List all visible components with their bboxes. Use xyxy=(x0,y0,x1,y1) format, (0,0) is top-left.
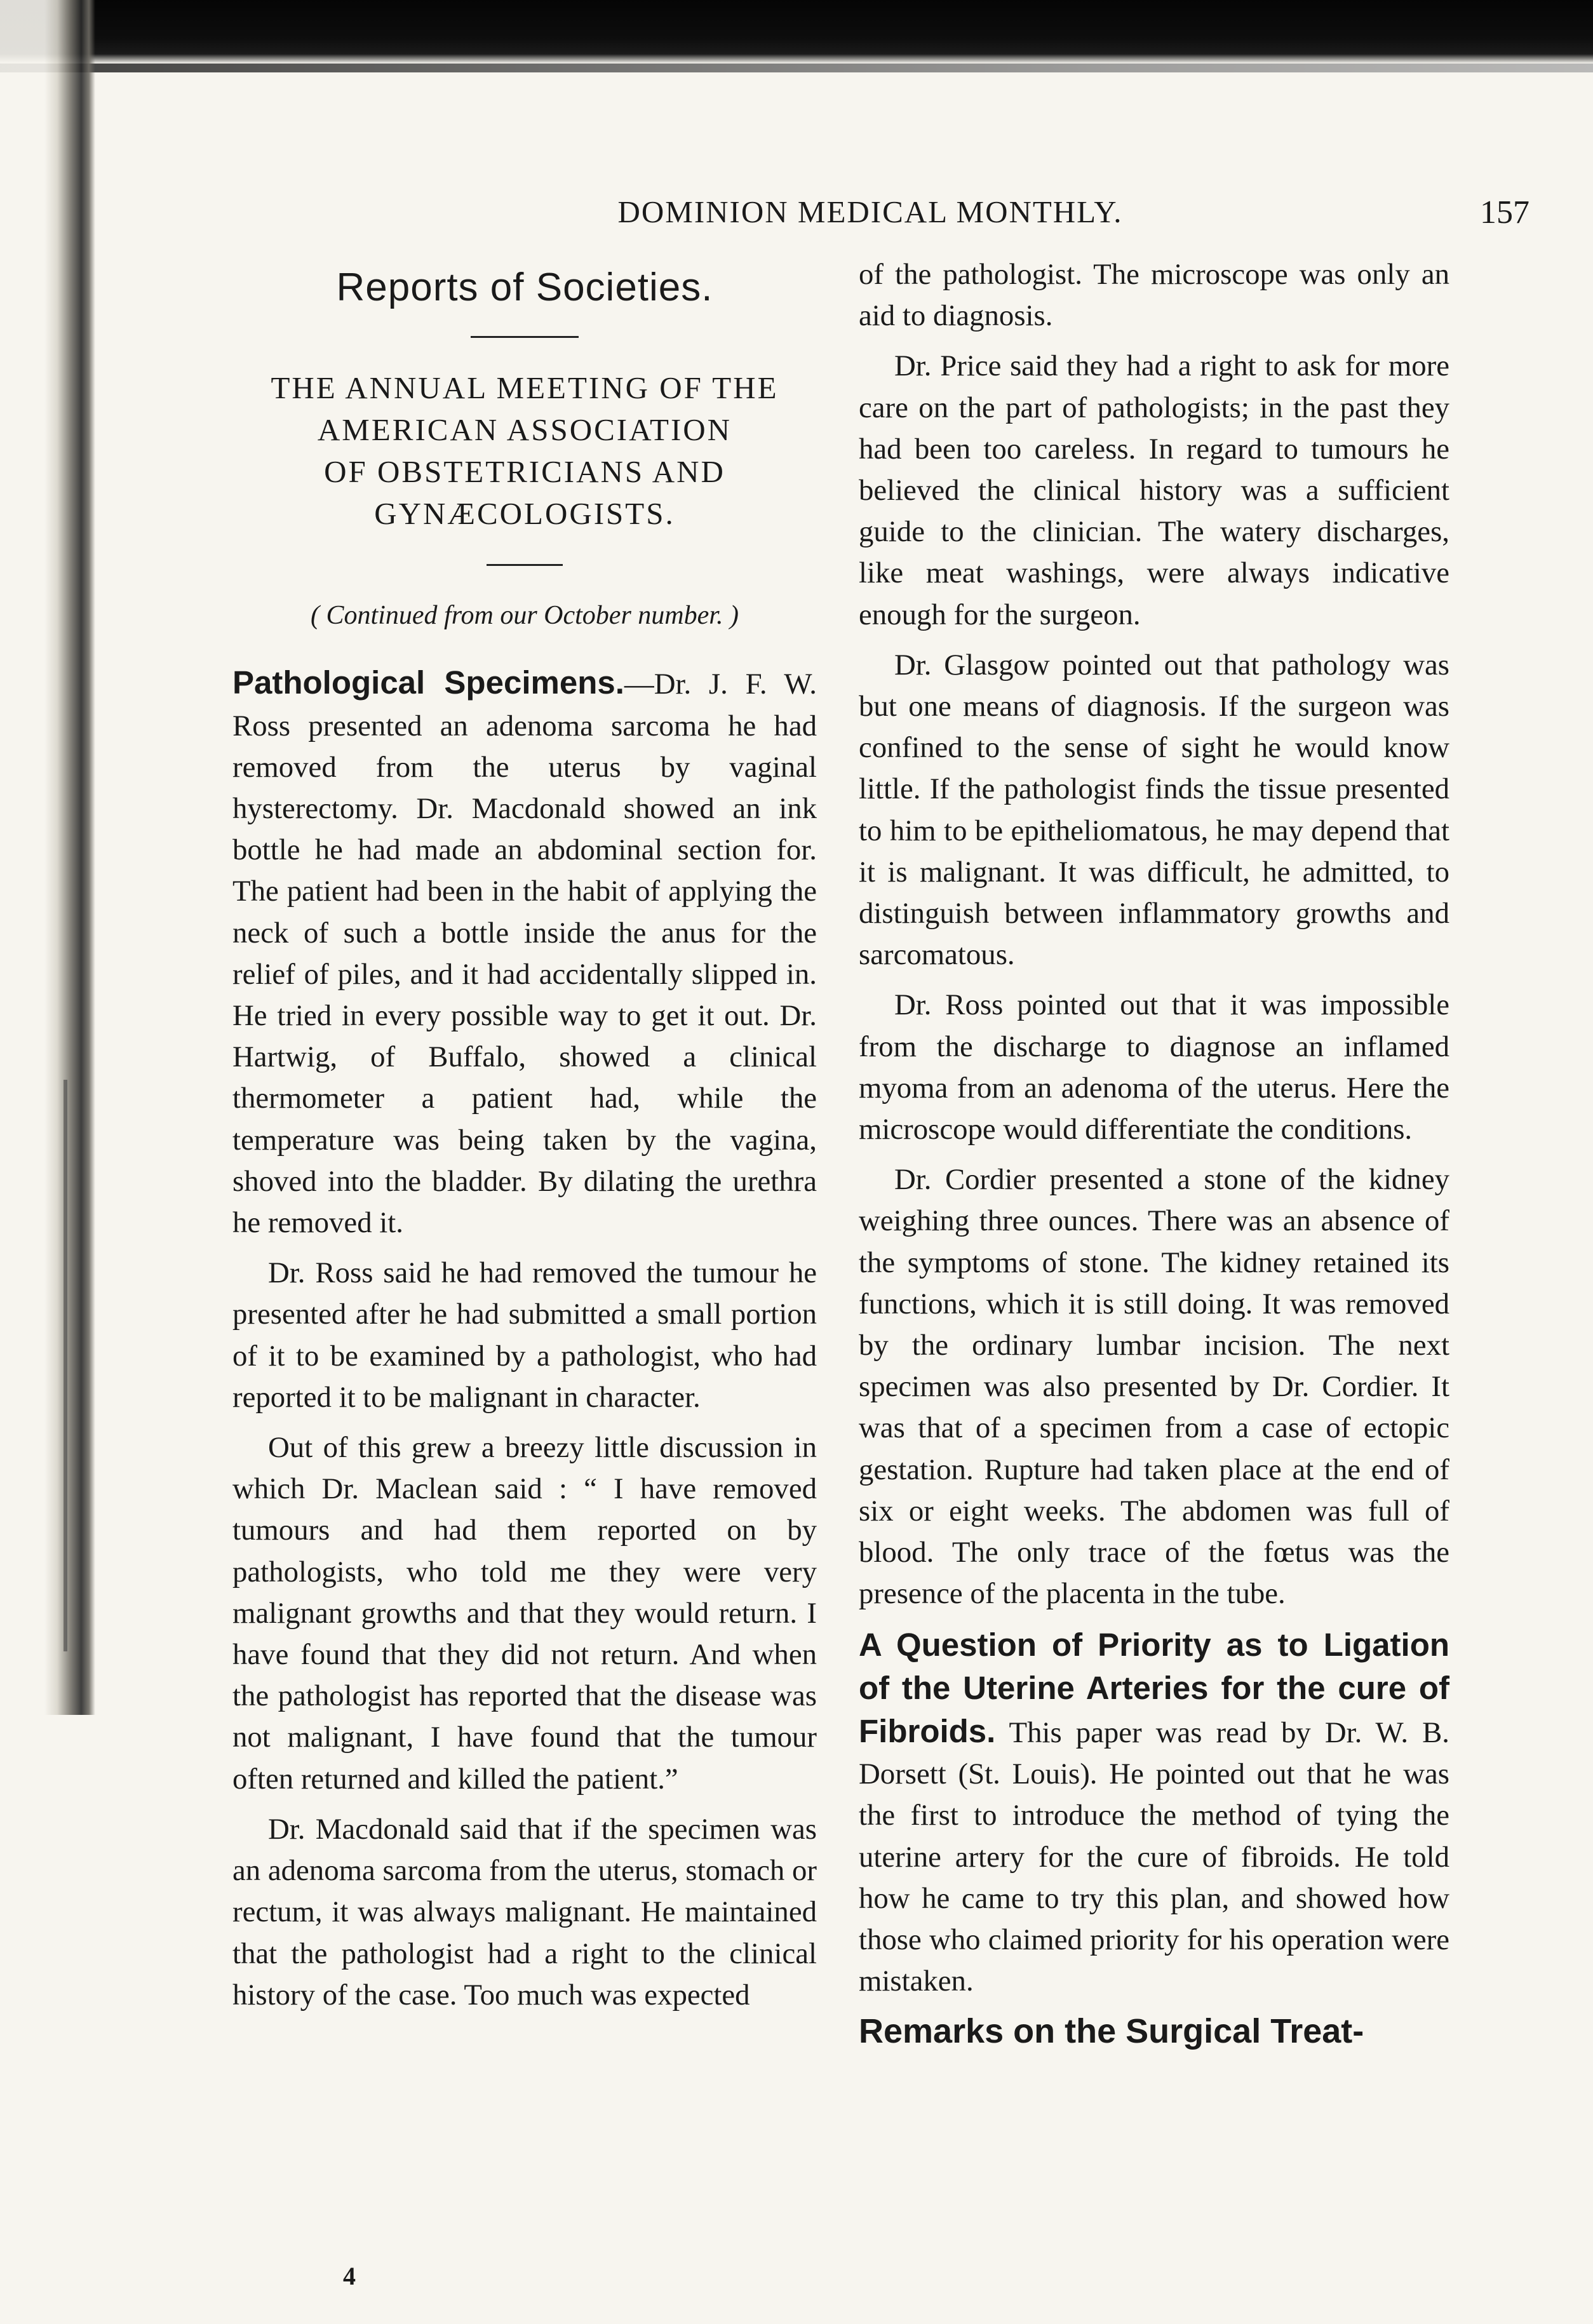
section-title: Reports of Societies. xyxy=(336,265,713,309)
scan-left-binding-shadow xyxy=(0,0,95,1715)
priority-text: This paper was read by Dr. W. B. Dorsett (St. Louis). He pointed out that he was the first to introduce the method of tying the uterine artery for the cure of fibroids. He told how he came to try this plan, and showed how those who claimed priority for his operation were mistaken. xyxy=(859,1716,1449,1998)
priority-paragraph xyxy=(859,1624,1449,2003)
right-column xyxy=(859,254,1449,2053)
meeting-heading-line: THE ANNUAL MEETING OF THE xyxy=(271,370,779,406)
body-paragraph: Out of this grew a breezy little discussion in which Dr. Maclean said : “ I have removed tumours and had them reported on by pathologists, who told me they were very malignant growths and that they would return. I have found that they did not return. And when the pathologist has reported that the disease was not malignant, I have found that the tumour often returned and killed the patient.” xyxy=(232,1431,817,1796)
meeting-heading-line: AMERICAN ASSOCIATION xyxy=(317,412,732,448)
body-paragraph: Dr. Ross pointed out that it was impossible from the discharge to diagnose an inflamed myoma from an adenoma of the uterus. Here the microscope would differentiate the conditions. xyxy=(859,988,1449,1146)
running-title: DOMINION MEDICAL MONTHLY. xyxy=(617,194,1123,229)
scan-top-border xyxy=(0,0,1593,64)
scan-binding-mark xyxy=(64,1080,67,1651)
specimens-paragraph xyxy=(232,662,817,1244)
meeting-heading xyxy=(232,367,817,535)
body-paragraph: of the pathologist. The microscope was only an aid to diagnosis. xyxy=(859,258,1449,333)
remarks-heading: Remarks on the Surgical Treat- xyxy=(859,2012,1364,2051)
body-paragraph: Dr. Macdonald said that if the specimen was an adenoma sarcoma from the uterus, stomach or rectum, it was always malignant. He maintained that the pathologist had a right to the clinical history of the case. Too much was expected xyxy=(232,1812,817,2012)
body-paragraph: Dr. Ross said he had removed the tumour he presented after he had submitted a small portion of it to be examined by a pathologist, who had reported it to be malignant in character. xyxy=(232,1256,817,1414)
meeting-heading-line: GYNÆCOLOGISTS. xyxy=(374,496,675,532)
page-number: 157 xyxy=(1480,194,1529,231)
scan-top-border-edge xyxy=(0,64,1593,72)
signature-mark: 4 xyxy=(343,2262,356,2290)
specimens-text: —Dr. J. F. W. Ross presented an adenoma sarcoma he had removed from the uterus by vaginal hysterectomy. Dr. Macdonald showed an ink bottle he had made an abdominal section for. The patient had been in the habit of applying the neck of such a bottle inside the anus for the relief of piles, and it had accidentally slipped in. He tried in every possible way to get it out. Dr. Hartwig, of Buffalo, showed a clinical thermometer a patient had, while the temperature was being taken by the vagina, shoved into the bladder. By dilating the urethra he removed it. xyxy=(232,668,817,1240)
divider-rule xyxy=(487,564,563,566)
specimens-heading: Pathological Specimens. xyxy=(232,664,624,701)
body-paragraph: Dr. Cordier presented a stone of the kidney weighing three ounces. There was an absence of the symptoms of stone. The kidney retained its functions, which it is still doing. It was removed by the ordinary lumbar incision. The next specimen was also presented by Dr. Cordier. It was that of a specimen from a case of ectopic gestation. Rupture had taken place at the end of six or eight weeks. The abdomen was full of blood. The only trace of the fœtus was the presence of the placenta in the tube. xyxy=(859,1163,1449,1611)
divider-rule xyxy=(471,336,579,338)
priority-heading: A Question of Priority as to Ligation of the Uterine Arteries for the cure of Fibroids. xyxy=(859,1626,1449,1749)
body-paragraph: Dr. Glasgow pointed out that pathology was but one means of diagnosis. If the surgeon was confined to the sense of sight he would know little. If the pathologist finds the tissue presented to him to be epitheliomatous, he may depend that it is malignant. It was difficult, he admitted, to distinguish between inflammatory growths and sarcomatous. xyxy=(859,648,1449,972)
meeting-heading-line: OF OBSTETRICIANS AND xyxy=(324,454,725,490)
left-column xyxy=(232,254,817,2025)
body-paragraph: Dr. Price said they had a right to ask for more care on the part of pathologists; in the past they had been too careless. In regard to tumours he believed the clinical history was a sufficient guide to the clinician. The watery discharges, like meat washings, were always indicative enough for the surgeon. xyxy=(859,349,1449,631)
continued-note: ( Continued from our October number. ) xyxy=(311,601,739,631)
